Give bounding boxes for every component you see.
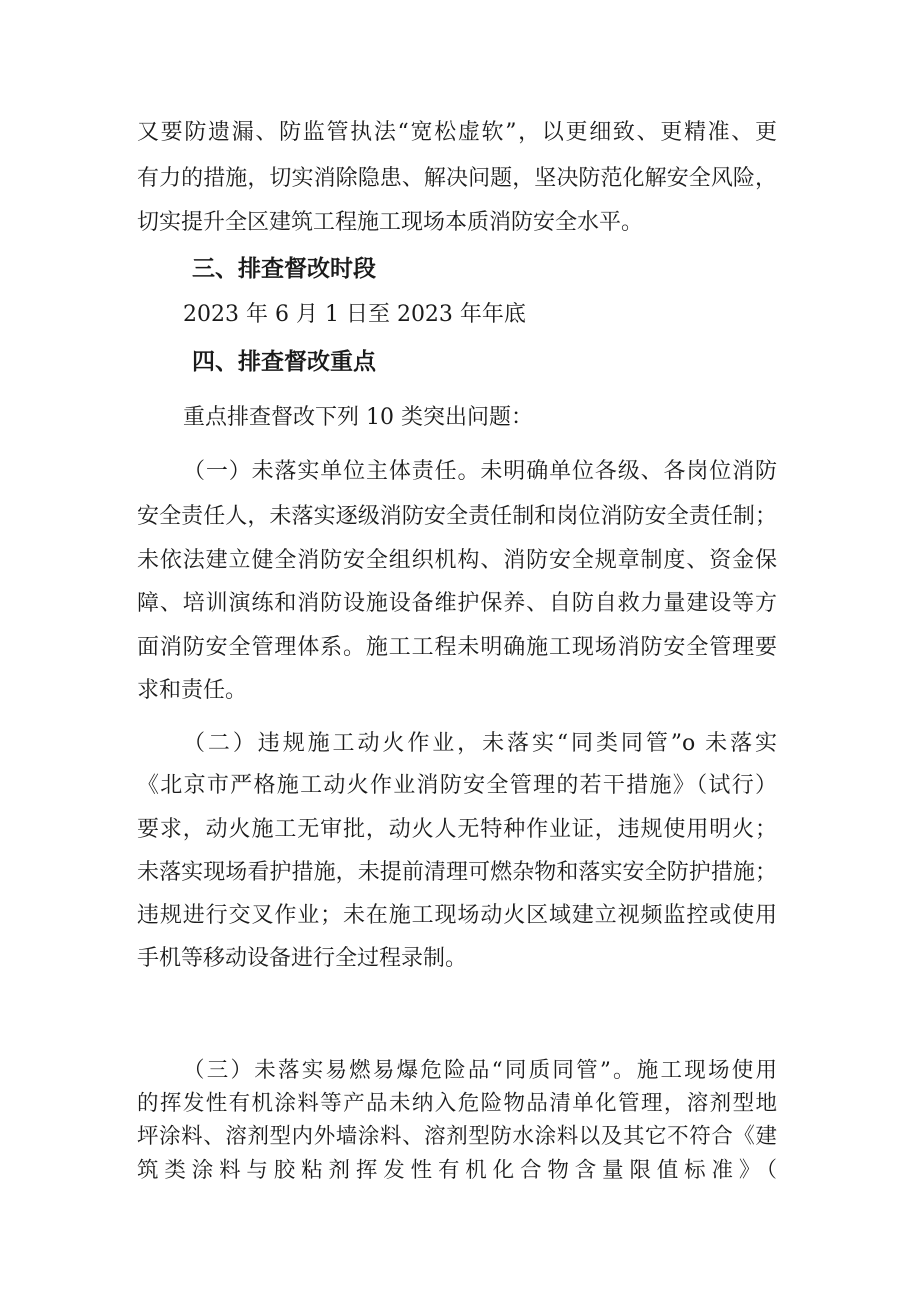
intro-line-3: 切实提升全区建筑工程施工现场本质消防安全水平。 — [137, 210, 644, 235]
item-3-line-2: 的挥发性有机涂料等产品未纳入危险物品清单化管理，溶剂型地 — [137, 1091, 777, 1116]
intro-line-2: 有力的措施，切实消除隐患、解决问题，坚决防范化解安全风险， — [137, 166, 777, 191]
item-1-line-6: 求和责任。 — [137, 678, 248, 703]
item-1-line-5: 面消防安全管理体系。施工工程未明确施工现场消防安全管理要 — [137, 635, 777, 660]
item-1-line-4: 障、培训演练和消防设施设备维护保养、自防自救力量建设等方 — [137, 591, 777, 616]
section-4-heading: 四、排查督改重点 — [192, 349, 376, 375]
item-2-line-4: 未落实现场看护措施，未提前清理可燃杂物和落实安全防护措施； — [137, 860, 777, 885]
item-3-line-3: 坪涂料、溶剂型内外墙涂料、溶剂型防水涂料以及其它不符合《建 — [137, 1124, 777, 1149]
item-3-line-1: （三）未落实易燃易爆危险品“同质同管”。施工现场使用 — [183, 1058, 777, 1083]
section-3-heading: 三、排查督改时段 — [192, 256, 376, 282]
item-3-line-4: 筑类涂料与胶粘剂挥发性有机化合物含量限值标准》（ — [137, 1158, 777, 1183]
item-2-line-2: 《北京市严格施工动火作业消防安全管理的若干措施》（试行） — [137, 773, 777, 798]
item-2-line-1: （二）违规施工动火作业，未落实“同类同管”o 未落实 — [183, 731, 777, 756]
item-1-line-2: 安全责任人，未落实逐级消防安全责任制和岗位消防安全责任制； — [137, 504, 777, 529]
item-1-line-1: （一）未落实单位主体责任。未明确单位各级、各岗位消防 — [183, 459, 777, 484]
item-2-line-5: 违规进行交叉作业；未在施工现场动火区域建立视频监控或使用 — [137, 903, 777, 928]
item-2-line-3: 要求，动火施工无审批，动火人无特种作业证，违规使用明火； — [137, 817, 777, 842]
section-3-period: 2023 年 6 月 1 日至 2023 年年底 — [183, 302, 526, 327]
item-1-line-3: 未依法建立健全消防安全组织机构、消防安全规章制度、资金保 — [137, 548, 777, 573]
item-2-line-6: 手机等移动设备进行全过程录制。 — [137, 946, 468, 971]
intro-line-1: 又要防遗漏、防监管执法“宽松虚软”，以更细致、更精准、更 — [137, 120, 777, 145]
section-4-lead: 重点排查督改下列 10 类突出问题： — [183, 405, 533, 430]
